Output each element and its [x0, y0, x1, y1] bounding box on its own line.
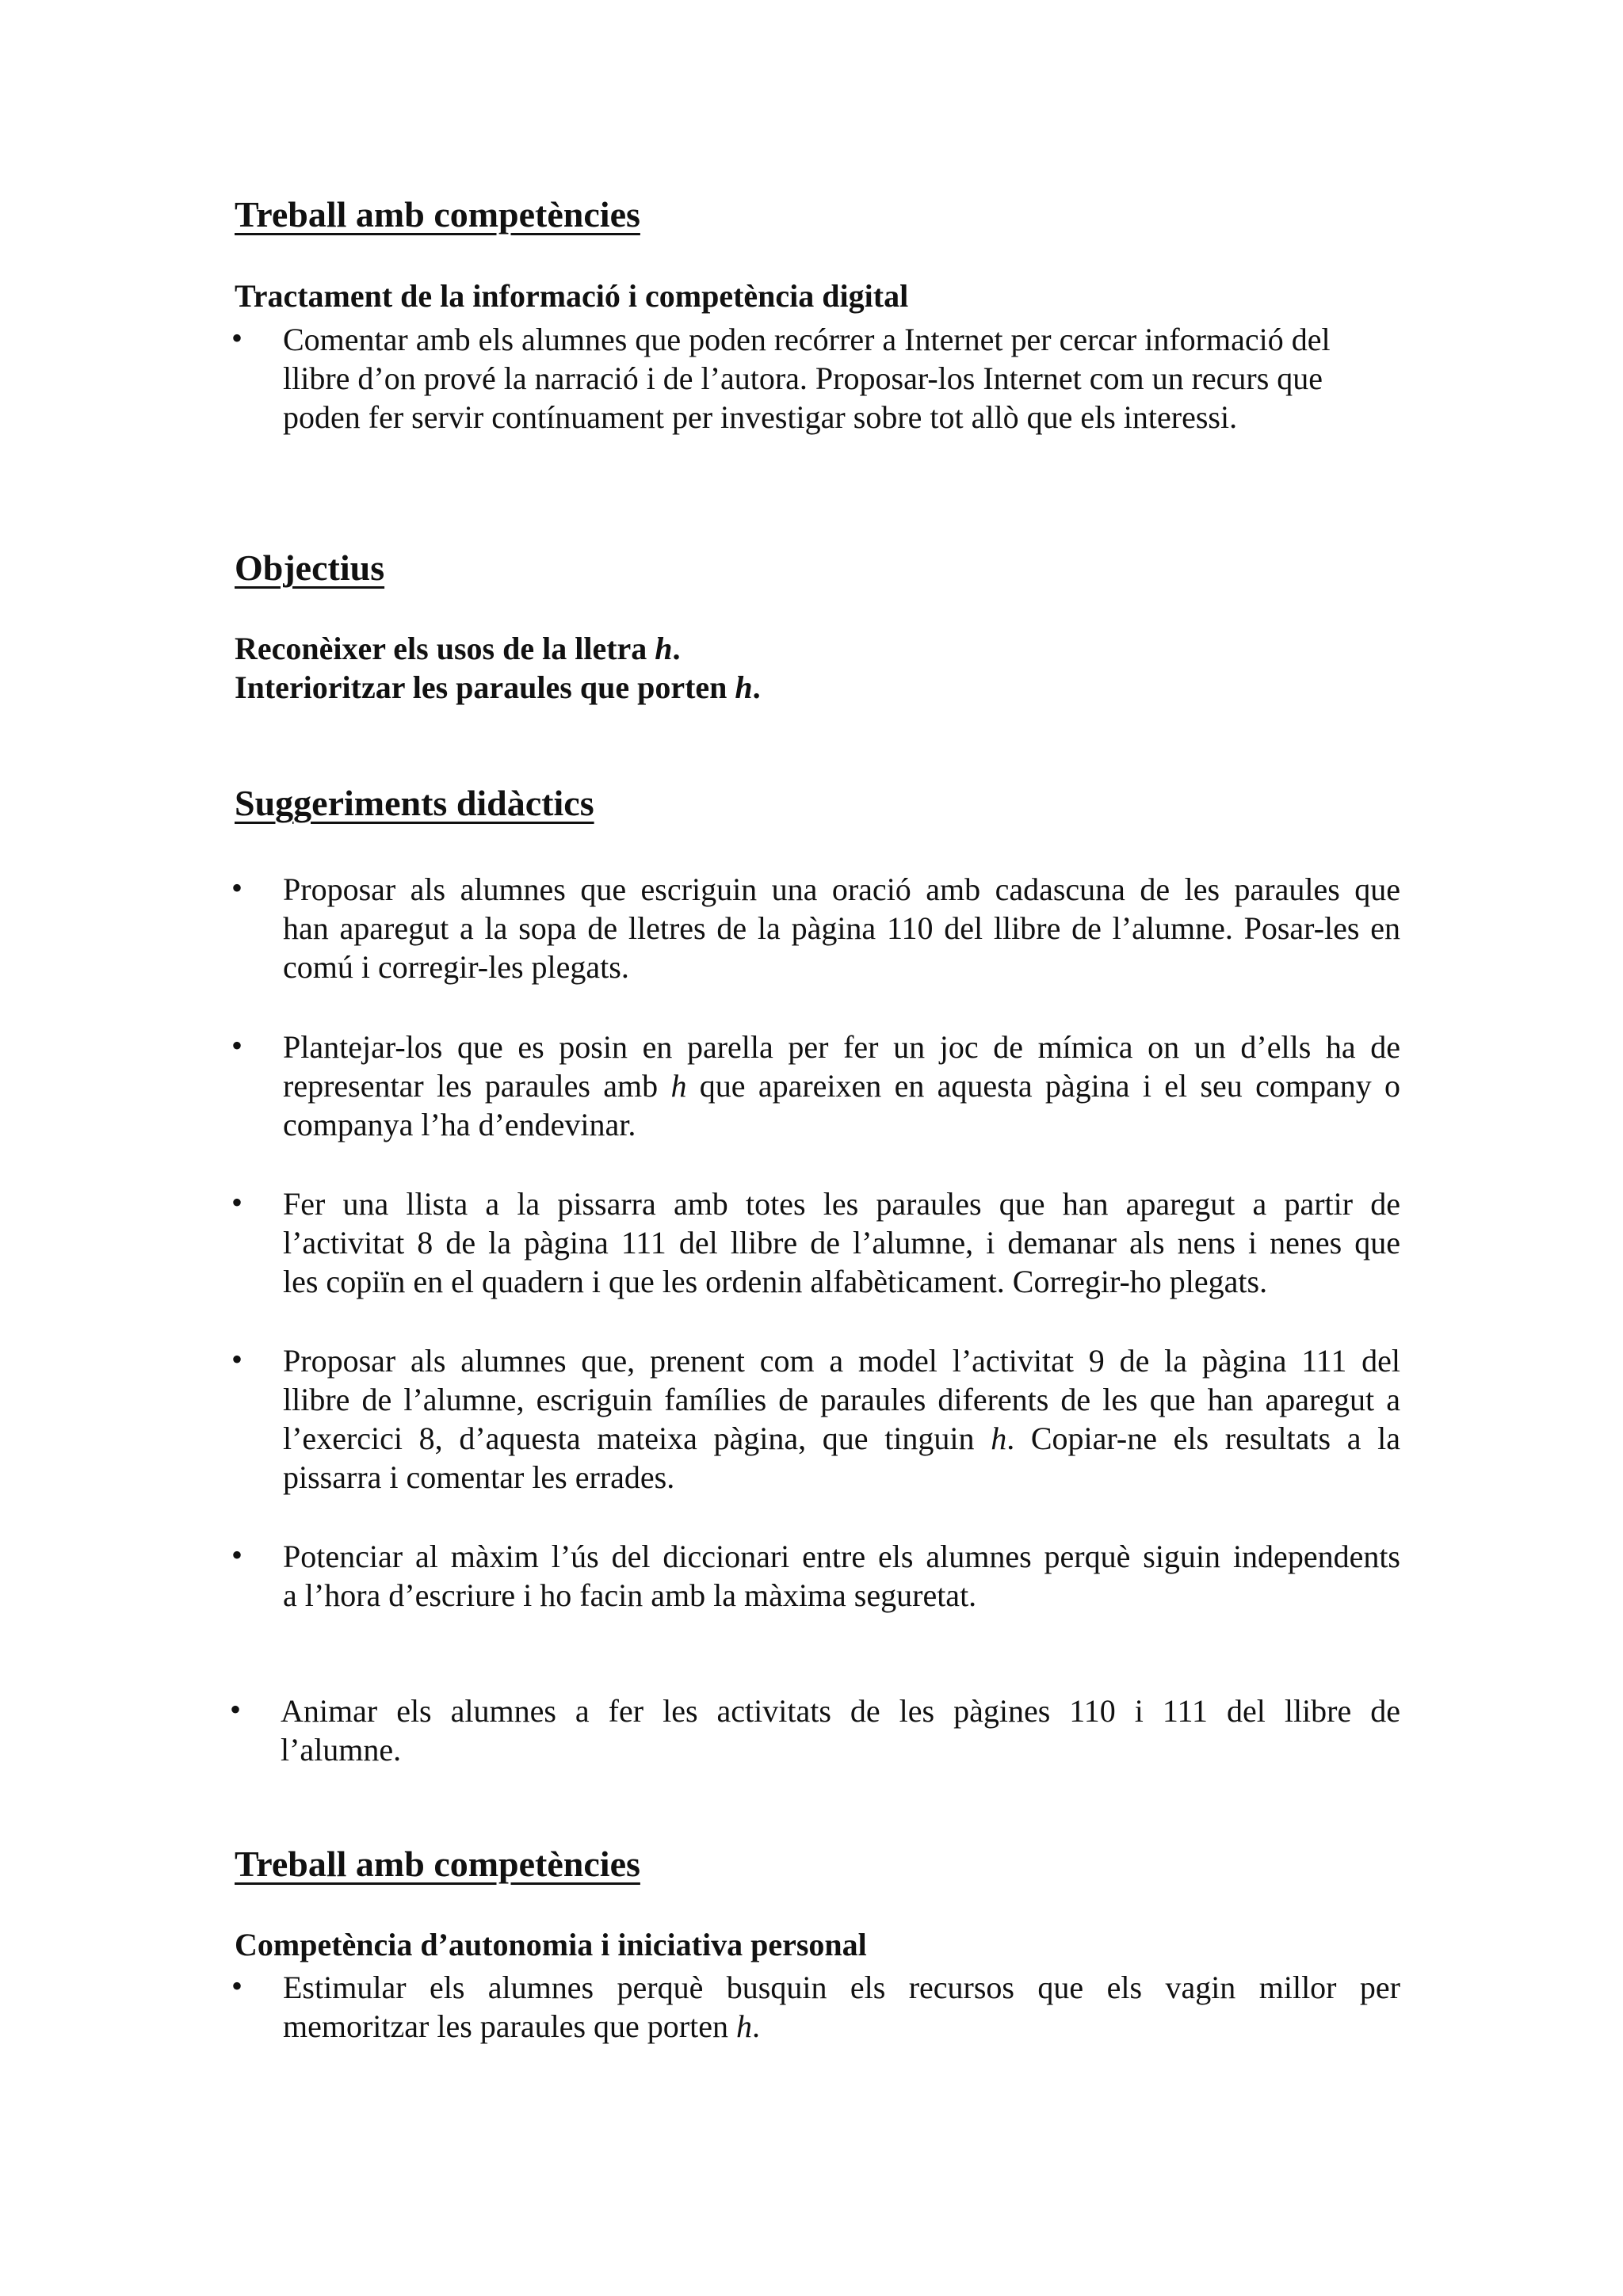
suggestion-line: Potenciar al màxim l’ús del diccionari entre els alumnes perquè siguin independents — [283, 1539, 1400, 1574]
suggestion-line: comú i corregir-les plegats. — [283, 949, 629, 985]
subheading-tractament-informacio: Tractament de la informació i competència digital — [235, 278, 909, 314]
suggestion-line: pissarra i comentar les errades. — [283, 1459, 675, 1495]
suggestion-line: llibre de l’alumne, escriguin famílies de paraules diferents de les que han aparegut a — [283, 1382, 1400, 1417]
suggestion-line: l’activitat 8 de la pàgina 111 del llibre de l’alumne, i demanar als nens i nenes que — [283, 1225, 1400, 1261]
suggestion-line: Fer una llista a la pissarra amb totes les paraules que han aparegut a partir de — [283, 1186, 1400, 1222]
suggestion-line: l’alumne. — [281, 1732, 402, 1768]
bullet-marker: • — [231, 870, 243, 906]
suggestion-line — [283, 1419, 1400, 1458]
text-segment: . Copiar-ne els resultats a la — [1006, 1421, 1400, 1456]
suggestion-item-3 — [283, 1184, 1400, 1301]
suggestion-line: les copiïn en el quadern i que les ordenin alfabèticament. Corregir-ho plegats. — [283, 1264, 1268, 1299]
letter-h: h — [991, 1421, 1007, 1456]
bullet-marker: • — [231, 1341, 243, 1377]
letter-h: h — [735, 669, 753, 705]
bullet-line — [283, 2007, 1400, 2046]
objective-text: Interioritzar les paraules que porten — [235, 669, 735, 705]
objective-line-1 — [235, 630, 681, 667]
objective-line-2 — [235, 669, 761, 706]
suggestion-item-4 — [283, 1341, 1400, 1497]
suggestion-line: Animar els alumnes a fer les activitats de les pàgines 110 i 111 del llibre de — [281, 1693, 1400, 1729]
subheading-autonomia: Competència d’autonomia i iniciativa personal — [235, 1927, 867, 1962]
bullet-line: Estimular els alumnes perquè busquin els recursos que els vagin millor per — [283, 1970, 1400, 2005]
section-heading-objectius: Objectius — [235, 547, 385, 588]
suggestion-line — [283, 1066, 1400, 1105]
bullet-marker: • — [231, 1968, 243, 2004]
letter-h: h — [736, 2008, 752, 2044]
letter-h: h — [655, 631, 673, 666]
bullet-estimular — [283, 1968, 1400, 2046]
text-segment: representar les paraules amb — [283, 1068, 671, 1104]
bullet-marker: • — [231, 1184, 243, 1220]
bullet-marker: • — [230, 1691, 242, 1727]
bullet-marker: • — [231, 1028, 243, 1063]
suggestion-line: Proposar als alumnes que, prenent com a model l’activitat 9 de la pàgina 111 del — [283, 1343, 1400, 1379]
bullet-marker: • — [231, 1537, 243, 1573]
bullet-internet — [283, 320, 1400, 437]
suggestion-item-1 — [283, 870, 1400, 986]
suggestion-line: han aparegut a la sopa de lletres de la pàgina 110 del llibre de l’alumne. Posar-les en — [283, 910, 1400, 946]
bullet-line: Comentar amb els alumnes que poden recórrer a Internet per cercar informació del — [283, 322, 1331, 357]
section-heading-treball-1: Treball amb competències — [235, 194, 640, 235]
text-segment: . — [752, 2008, 760, 2044]
suggestion-line: Proposar als alumnes que escriguin una oració amb cadascuna de les paraules que — [283, 871, 1400, 907]
bullet-marker: • — [231, 320, 243, 356]
section-heading-treball-2: Treball amb competències — [235, 1844, 640, 1884]
suggestion-item-5 — [283, 1537, 1400, 1615]
suggestion-item-2 — [283, 1028, 1400, 1144]
suggestion-item-6 — [281, 1691, 1400, 1769]
objective-period: . — [672, 631, 681, 666]
suggestion-line: a l’hora d’escriure i ho facin amb la màxima seguretat. — [283, 1577, 977, 1613]
suggestion-line: companya l’ha d’endevinar. — [283, 1107, 636, 1142]
objective-period: . — [752, 669, 761, 705]
letter-h: h — [670, 1068, 687, 1104]
text-segment: l’exercici 8, d’aquesta mateixa pàgina, que tinguin — [283, 1421, 991, 1456]
suggestion-line: Plantejar-los que es posin en parella per fer un joc de mímica on un d’ells ha de — [283, 1029, 1400, 1065]
section-heading-suggeriments: Suggeriments didàctics — [235, 783, 594, 823]
bullet-line: poden fer servir contínuament per investigar sobre tot allò que els interessi. — [283, 399, 1238, 435]
text-segment: que apareixen en aquesta pàgina i el seu company o — [686, 1068, 1401, 1104]
text-segment: memoritzar les paraules que porten — [283, 2008, 736, 2044]
bullet-line: llibre d’on prové la narració i de l’autora. Proposar-los Internet com un recurs que — [283, 360, 1323, 396]
objective-text: Reconèixer els usos de la lletra — [235, 631, 655, 666]
